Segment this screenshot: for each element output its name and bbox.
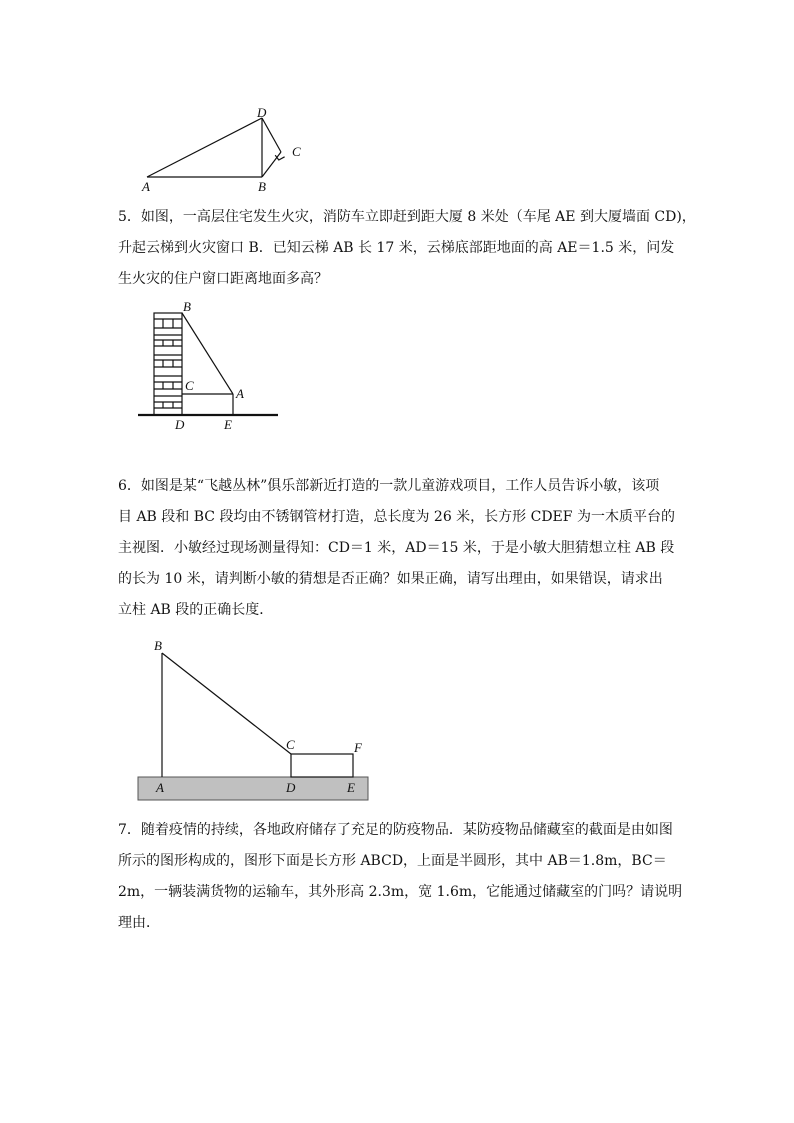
label-D: D — [175, 417, 185, 432]
label-C: C — [286, 737, 295, 752]
problem-5 — [118, 202, 696, 295]
label-D: D — [286, 780, 296, 795]
label-B: B — [258, 179, 266, 194]
problem-7-line: 理由． — [118, 915, 160, 931]
label-C: C — [185, 378, 194, 393]
label-C: C — [292, 144, 301, 159]
problem-7 — [118, 815, 683, 939]
figure-play-structure — [130, 632, 380, 807]
problem-6-line: 主视图．小敏经过现场测量得知：CD＝1 米，AD＝15 米，于是小敏大胆猜想立柱 AB 段 — [118, 540, 675, 556]
label-E: E — [224, 417, 232, 432]
figure-fire-ladder — [130, 298, 290, 438]
problem-6-line: 6．如图是某“飞越丛林”俱乐部新近打造的一款儿童游戏项目，工作人员告诉小敏，该项 — [118, 478, 660, 494]
figure-triangle-abdc — [130, 100, 320, 195]
problem-5-line: 升起云梯到火灾窗口 B．已知云梯 AB 长 17 米，云梯底部距地面的高 AE＝1.5 米，问发 — [118, 240, 675, 256]
problem-7-line: 7．随着疫情的持续，各地政府储存了充足的防疫物品．某防疫物品储藏室的截面是由如图 — [118, 822, 673, 838]
label-B: B — [154, 638, 162, 653]
label-D: D — [257, 105, 267, 120]
label-A: A — [142, 179, 150, 194]
problem-6 — [118, 471, 678, 626]
problem-6-line: 的长为 10 米，请判断小敏的猜想是否正确？如果正确，请写出理由，如果错误，请求出 — [118, 571, 663, 587]
label-E: E — [347, 780, 355, 795]
problem-7-line: 2m，一辆装满货物的运输车，其外形高 2.3m，宽 1.6m，它能通过储藏室的门吗？请说明 — [118, 884, 683, 900]
label-F: F — [354, 740, 362, 755]
label-A: A — [156, 780, 164, 795]
label-B: B — [183, 299, 191, 314]
problem-5-line: 5．如图，一高层住宅发生火灾，消防车立即赶到距大厦 8 米处（车尾 AE 到大厦墙面 CD)， — [118, 209, 696, 225]
problem-6-line: 立柱 AB 段的正确长度． — [118, 602, 274, 618]
problem-6-line: 目 AB 段和 BC 段均由不锈钢管材打造，总长度为 26 米，长方形 CDEF 为一木质平台的 — [118, 509, 675, 525]
problem-5-line: 生火灾的住户窗口距离地面多高？ — [118, 271, 328, 287]
label-A: A — [236, 386, 244, 401]
problem-7-line: 所示的图形构成的，图形下面是长方形 ABCD，上面是半圆形，其中 AB＝1.8m，BC＝ — [118, 853, 667, 869]
